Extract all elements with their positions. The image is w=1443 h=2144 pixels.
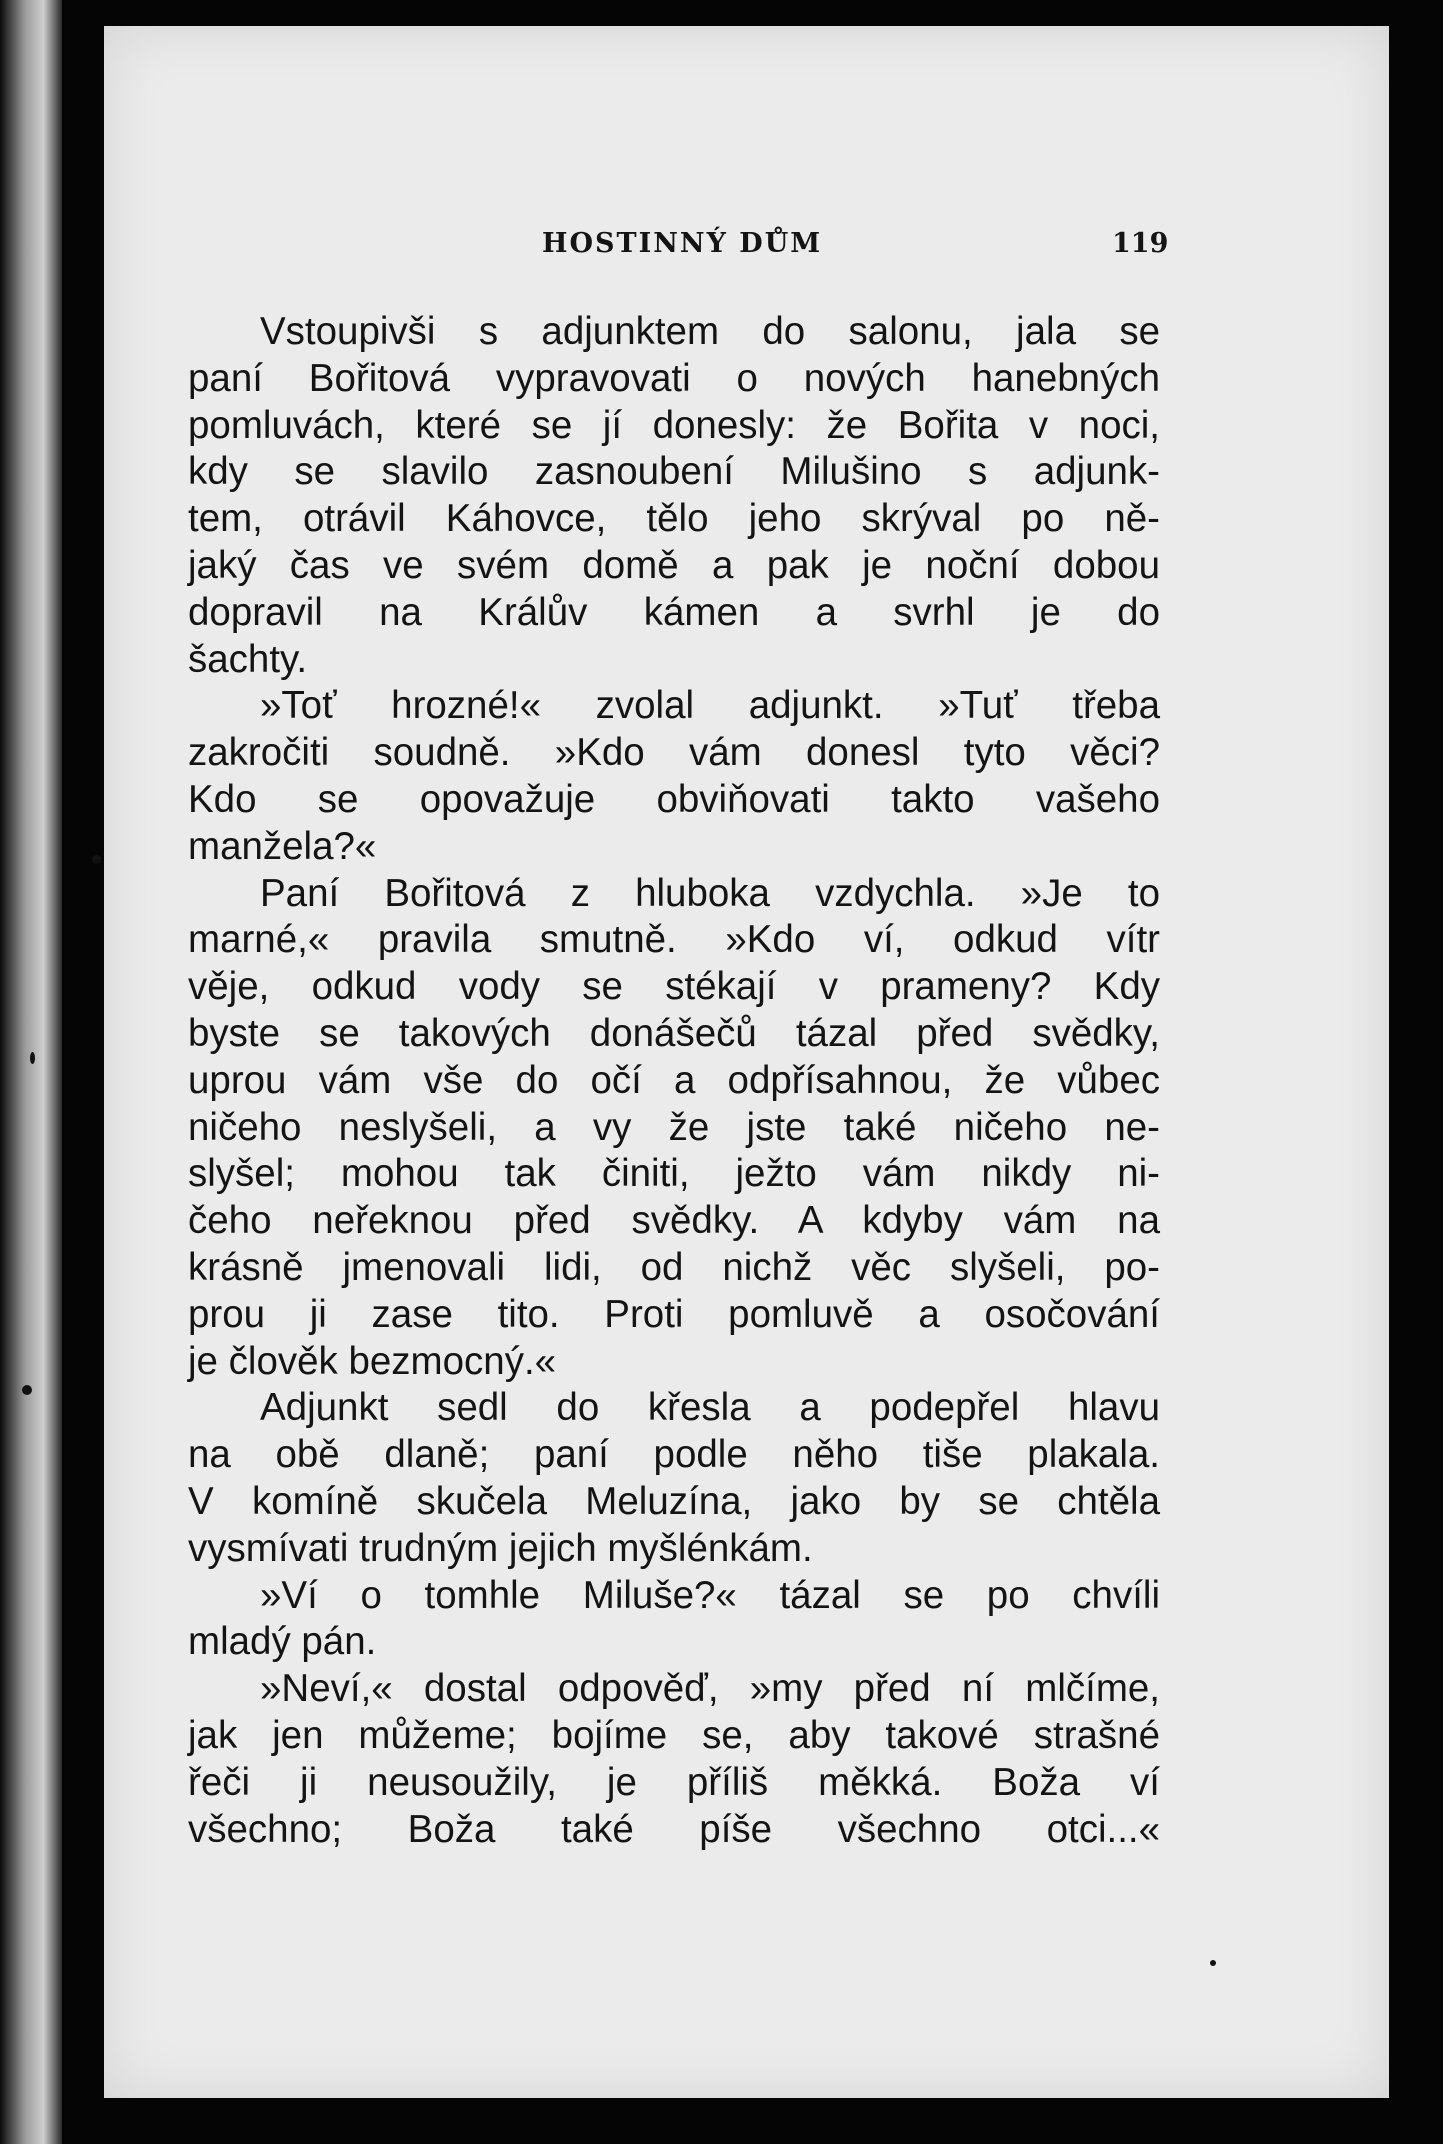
text-line: Paní Bořitová z hluboka vzdychla. »Je to [260,871,1160,915]
text-line: pomluvách, které se jí donesly: že Bořita v noci, [188,403,1160,447]
page-number: 119 [1112,228,1169,259]
text-line: byste se takových donášečů tázal před svědky, [188,1011,1160,1055]
text-line: »Toť hrozné!« zvolal adjunkt. »Tuť třeba [260,684,1160,728]
text-line: vysmívati trudným jejich myšlénkám. [188,1526,813,1570]
text-line: čeho neřeknou před svědky. A kdyby vám na [188,1199,1160,1243]
text-line: Adjunkt sedl do křesla a podepřel hlavu [260,1386,1160,1430]
text-line: šachty. [188,637,308,681]
text-line: Kdo se opovažuje obviňovati takto vašeho [188,777,1160,821]
text-line: V komíně skučela Meluzína, jako by se chtěla [188,1479,1160,1523]
scan-speck [92,855,101,864]
text-line: dopravil na Králův kámen a svrhl je do [188,590,1160,634]
text-line: všechno; Boža také píše všechno otci...« [188,1807,1160,1851]
text-line: slyšel; mohou tak činiti, ježto vám nikdy ni- [188,1152,1160,1196]
scan-speck [1210,1960,1216,1966]
text-line: jaký čas ve svém domě a pak je noční dobou [188,543,1160,587]
facing-page-edge [0,0,62,2144]
text-line: věje, odkud vody se stékají v prameny? Kdy [188,965,1160,1009]
text-line: prou ji zase tito. Proti pomluvě a osočování [188,1292,1160,1336]
text-line: »Neví,« dostal odpověď, »my před ní mlčíme, [260,1667,1160,1711]
running-head-title: HOSTINNÝ DŮM [542,228,823,259]
text-line: zakročiti soudně. »Kdo vám donesl tyto věci? [188,731,1160,775]
scan-speck [30,1052,35,1064]
text-line: uprou vám vše do očí a odpřísahnou, že vůbec [188,1058,1160,1102]
text-line: mladý pán. [188,1620,377,1664]
scan-speck [22,1385,32,1395]
book-page [104,26,1389,2098]
text-line: paní Bořitová vypravovati o nových hanebných [188,356,1160,400]
text-line: marné,« pravila smutně. »Kdo ví, odkud vítr [188,918,1160,962]
text-line: řeči ji neusoužily, je příliš měkká. Boža ví [188,1760,1160,1804]
text-line: »Ví o tomhle Miluše?« tázal se po chvíli [260,1573,1160,1617]
text-line: kdy se slavilo zasnoubení Milušino s adjunk- [188,450,1160,494]
text-line: Vstoupivši s adjunktem do salonu, jala se [260,310,1160,353]
text-line: krásně jmenovali lidi, od nichž věc slyšeli, po- [188,1245,1160,1289]
body-text [188,309,1160,1853]
text-line: manžela?« [188,824,377,868]
text-line: jak jen můžeme; bojíme se, aby takové strašné [188,1713,1160,1757]
text-line: na obě dlaně; paní podle něho tiše plakala. [188,1433,1160,1477]
text-line: je člověk bezmocný.« [188,1339,557,1383]
text-line: tem, otrávil Káhovce, tělo jeho skrýval po ně- [188,497,1160,541]
text-line: ničeho neslyšeli, a vy že jste také ničeho ne- [188,1105,1160,1149]
